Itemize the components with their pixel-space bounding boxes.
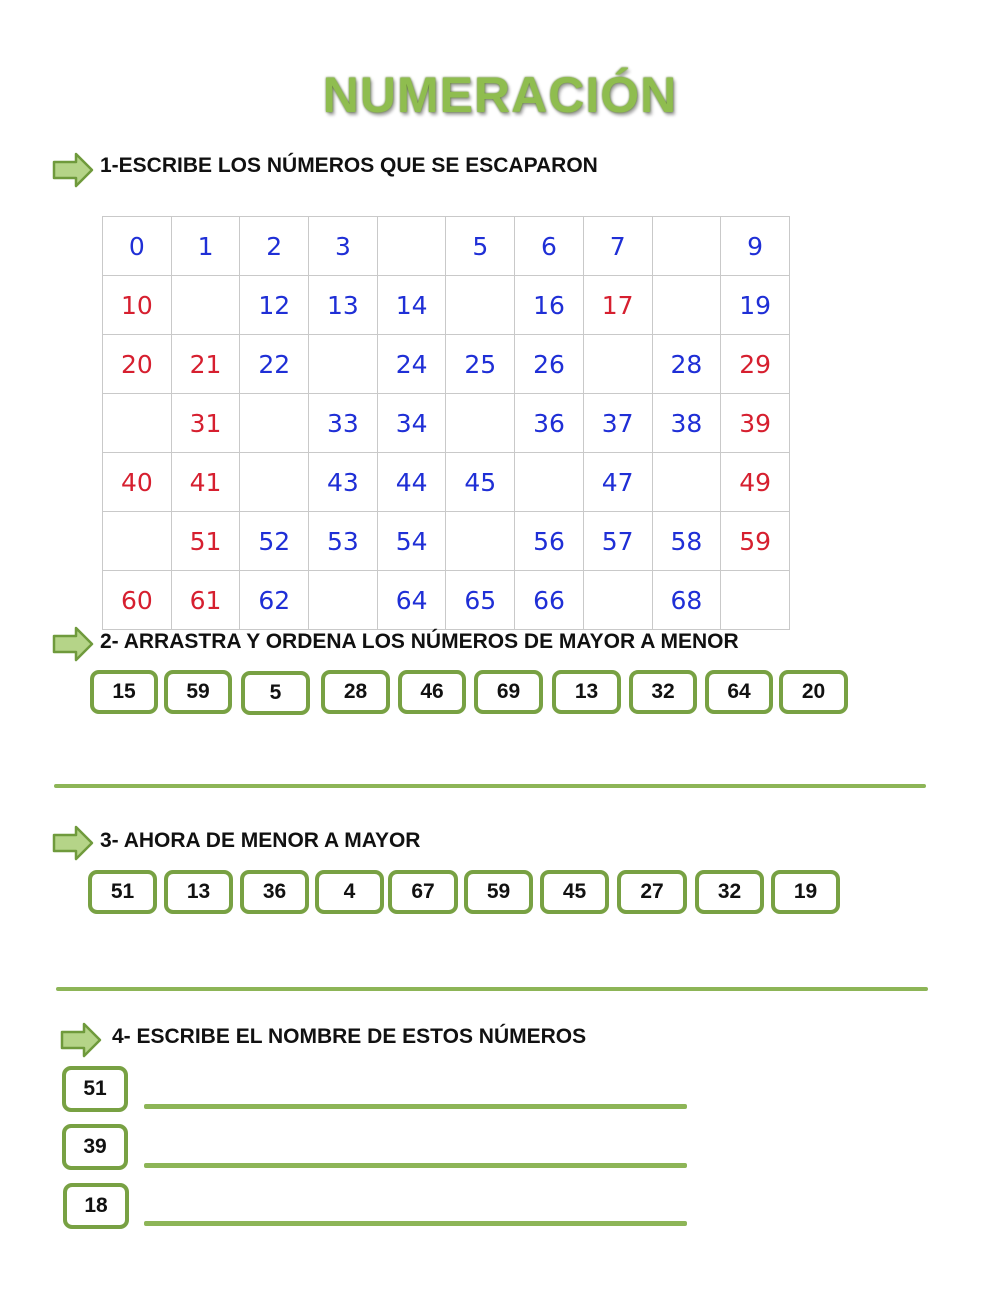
drag-tile-section2[interactable]: 28 [321, 670, 390, 714]
grid-cell-empty[interactable] [446, 512, 515, 571]
grid-row [103, 217, 790, 276]
drag-tile-section3[interactable]: 36 [240, 870, 309, 914]
grid-cell-empty[interactable] [240, 394, 309, 453]
drag-tile-section2[interactable]: 13 [552, 670, 621, 714]
grid-cell: 20 [103, 335, 172, 394]
drag-tile-section3[interactable]: 45 [540, 870, 609, 914]
grid-cell: 66 [515, 571, 584, 630]
drag-tile-section2[interactable]: 15 [90, 670, 158, 714]
grid-cell: 28 [652, 335, 721, 394]
grid-cell: 6 [515, 217, 584, 276]
drag-tile-section3[interactable]: 4 [315, 870, 384, 914]
drag-tile-section3[interactable]: 13 [164, 870, 233, 914]
grid-cell-empty[interactable] [309, 571, 378, 630]
grid-cell: 17 [583, 276, 652, 335]
drag-tile-section3[interactable]: 59 [464, 870, 533, 914]
grid-cell: 64 [377, 571, 446, 630]
grid-row [103, 453, 790, 512]
grid-cell: 49 [721, 453, 790, 512]
grid-cell: 40 [103, 453, 172, 512]
grid-cell-empty[interactable] [583, 571, 652, 630]
grid-row [103, 512, 790, 571]
grid-cell: 26 [515, 335, 584, 394]
grid-cell: 65 [446, 571, 515, 630]
grid-cell: 57 [583, 512, 652, 571]
arrow-right-icon [52, 152, 94, 188]
grid-cell-empty[interactable] [103, 512, 172, 571]
grid-cell: 41 [171, 453, 240, 512]
number-box: 51 [62, 1066, 128, 1112]
grid-cell: 51 [171, 512, 240, 571]
grid-cell-empty[interactable] [103, 394, 172, 453]
grid-cell-empty[interactable] [652, 217, 721, 276]
answer-line-39[interactable] [144, 1163, 687, 1168]
grid-cell-empty[interactable] [721, 571, 790, 630]
grid-cell: 24 [377, 335, 446, 394]
drag-tile-section3[interactable]: 51 [88, 870, 157, 914]
grid-cell: 34 [377, 394, 446, 453]
arrow-right-icon [52, 626, 94, 662]
grid-cell-empty[interactable] [240, 453, 309, 512]
grid-cell: 33 [309, 394, 378, 453]
number-grid [102, 216, 790, 630]
grid-cell: 47 [583, 453, 652, 512]
grid-cell: 52 [240, 512, 309, 571]
grid-cell: 12 [240, 276, 309, 335]
grid-row [103, 394, 790, 453]
grid-cell: 1 [171, 217, 240, 276]
grid-cell: 3 [309, 217, 378, 276]
grid-cell-empty[interactable] [583, 335, 652, 394]
grid-cell: 54 [377, 512, 446, 571]
grid-cell: 39 [721, 394, 790, 453]
grid-cell: 29 [721, 335, 790, 394]
section1-heading: 1-ESCRIBE LOS NÚMEROS QUE SE ESCAPARON [100, 154, 598, 177]
grid-cell: 9 [721, 217, 790, 276]
grid-cell: 2 [240, 217, 309, 276]
grid-row [103, 571, 790, 630]
answer-line-51[interactable] [144, 1104, 687, 1109]
grid-cell-empty[interactable] [171, 276, 240, 335]
grid-cell: 19 [721, 276, 790, 335]
grid-cell: 59 [721, 512, 790, 571]
grid-cell: 31 [171, 394, 240, 453]
drag-tile-section2[interactable]: 5 [241, 671, 310, 715]
drag-tile-section3[interactable]: 67 [388, 870, 458, 914]
page-title: NUMERACIÓN [322, 67, 678, 123]
grid-cell: 7 [583, 217, 652, 276]
grid-cell: 13 [309, 276, 378, 335]
section4-heading: 4- ESCRIBE EL NOMBRE DE ESTOS NÚMEROS [112, 1025, 587, 1048]
drag-tile-section2[interactable]: 59 [164, 670, 232, 714]
drag-tile-section2[interactable]: 46 [398, 670, 466, 714]
grid-cell: 44 [377, 453, 446, 512]
section2-heading: 2- ARRASTRA Y ORDENA LOS NÚMEROS DE MAYOR A MENOR [100, 630, 739, 653]
grid-cell: 61 [171, 571, 240, 630]
section3-heading: 3- AHORA DE MENOR A MAYOR [100, 829, 421, 852]
grid-cell: 62 [240, 571, 309, 630]
grid-cell: 25 [446, 335, 515, 394]
grid-cell: 58 [652, 512, 721, 571]
answer-line-18[interactable] [144, 1221, 687, 1226]
grid-cell: 37 [583, 394, 652, 453]
grid-cell: 60 [103, 571, 172, 630]
grid-cell: 45 [446, 453, 515, 512]
grid-cell: 68 [652, 571, 721, 630]
grid-cell-empty[interactable] [309, 335, 378, 394]
grid-cell: 36 [515, 394, 584, 453]
grid-cell: 0 [103, 217, 172, 276]
grid-cell-empty[interactable] [377, 217, 446, 276]
grid-cell-empty[interactable] [652, 276, 721, 335]
number-box: 39 [62, 1124, 128, 1170]
grid-row [103, 335, 790, 394]
grid-cell: 56 [515, 512, 584, 571]
number-box: 18 [63, 1183, 129, 1229]
grid-cell: 21 [171, 335, 240, 394]
grid-cell: 14 [377, 276, 446, 335]
grid-cell-empty[interactable] [652, 453, 721, 512]
drag-tile-section3[interactable]: 32 [695, 870, 764, 914]
grid-cell: 16 [515, 276, 584, 335]
drag-tile-section2[interactable]: 20 [779, 670, 848, 714]
grid-cell: 5 [446, 217, 515, 276]
grid-cell: 22 [240, 335, 309, 394]
grid-cell: 38 [652, 394, 721, 453]
grid-cell: 10 [103, 276, 172, 335]
drag-tile-section3[interactable]: 27 [617, 870, 687, 914]
answer-drop-line[interactable] [56, 987, 928, 991]
answer-drop-line[interactable] [54, 784, 926, 788]
drag-tile-section2[interactable]: 69 [474, 670, 543, 714]
grid-cell: 53 [309, 512, 378, 571]
arrow-right-icon [52, 825, 94, 861]
drag-tile-section2[interactable]: 64 [705, 670, 773, 714]
drag-tile-section2[interactable]: 32 [629, 670, 697, 714]
grid-cell: 43 [309, 453, 378, 512]
grid-cell-empty[interactable] [515, 453, 584, 512]
drag-tile-section3[interactable]: 19 [771, 870, 840, 914]
grid-row [103, 276, 790, 335]
arrow-right-icon [60, 1022, 102, 1058]
grid-cell-empty[interactable] [446, 276, 515, 335]
grid-cell-empty[interactable] [446, 394, 515, 453]
